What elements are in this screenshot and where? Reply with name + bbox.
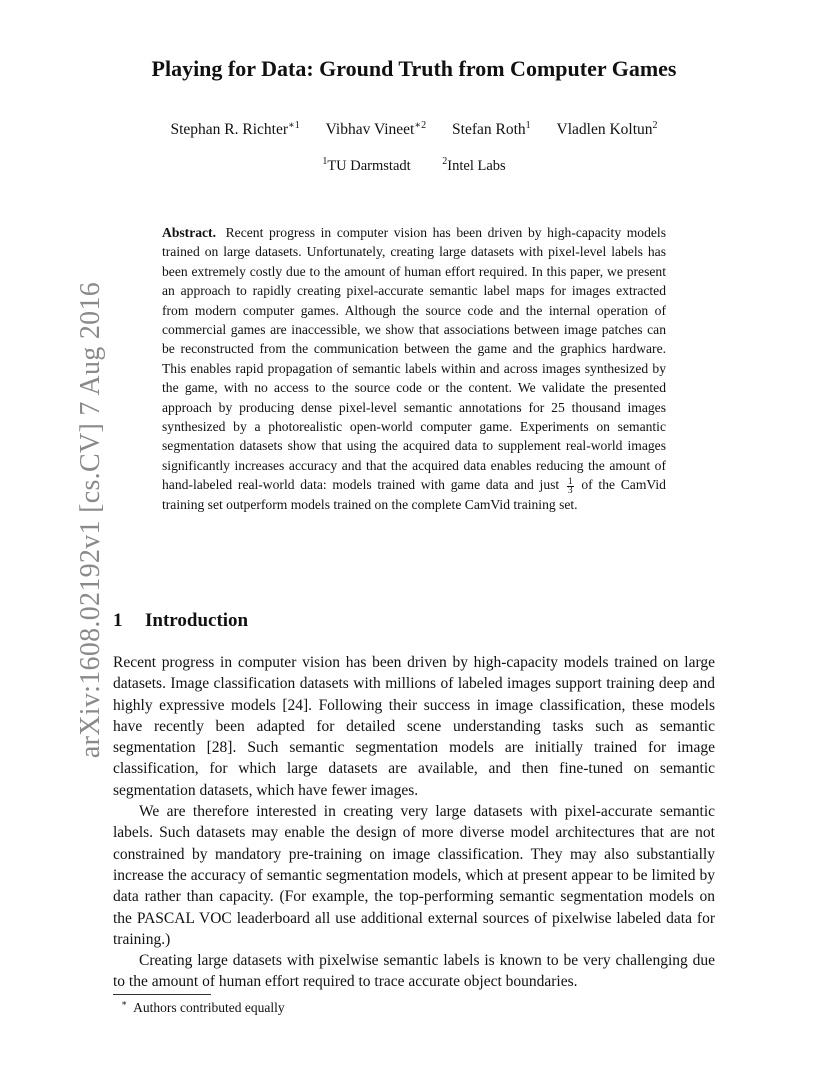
abstract-text: Recent progress in computer vision has been driven by high-capacity models trained on large datasets. Unfortunately, creating large datasets with pixel-level labels has been extremely costly due to the amount of human effort required. In this paper, we present an approach to rapidly creating pixel-accurate semantic label maps for images extracted from modern computer games. Although the source code and the internal operation of commercial games are inaccessible, we show that associations between image patches can be reconstructed from the communication between the game and the graphics hardware. This enables rapid propagation of semantic labels within and across images synthesized by the game, with no access to the source code or the content. We validate the presented approach by producing dense pixel-level semantic annotations for 25 thousand images synthesized by a photorealistic open-world computer game. Experiments on semantic segmentation datasets show that using the acquired data to supplement real-world images significantly increases accuracy and that the acquired data enables reducing the amount of hand-labeled real-world data: models trained with game data and just bbox=[162, 225, 666, 493]
abstract-text-end: of the CamVid training set outperform models trained on the complete CamVid training set. bbox=[162, 477, 666, 513]
author-list bbox=[0, 121, 828, 139]
section-title: Introduction bbox=[145, 610, 249, 631]
body-text bbox=[113, 652, 715, 993]
author bbox=[452, 121, 531, 139]
fraction bbox=[567, 478, 574, 495]
author-affiliation-mark: 1 bbox=[525, 120, 531, 131]
author-affiliation-mark: ∗1 bbox=[288, 120, 300, 131]
section-number: 1 bbox=[113, 610, 123, 631]
abstract bbox=[162, 223, 666, 515]
paragraph: Creating large datasets with pixelwise semantic labels is known to be very challenging due to the amount of human effort required to trace accurate object boundaries. bbox=[113, 952, 715, 991]
affiliation bbox=[322, 158, 410, 175]
affiliation-list bbox=[0, 158, 828, 175]
footnote bbox=[113, 1000, 285, 1016]
affiliation-mark: 1 bbox=[322, 156, 328, 167]
footnote-text: Authors contributed equally bbox=[133, 1000, 285, 1015]
paragraph: Recent progress in computer vision has been driven by high-capacity models trained on large datasets. Image classification datasets with millions of labeled images support training deep and highly expressive models [24]. Following their success in image classification, these models have recently been adapted for detailed scene understanding tasks such as semantic segmentation [28]. Such semantic segmentation models are initially trained for image classification, for which large datasets are available, and then fine-tuned on semantic segmentation datasets, which have fewer images. bbox=[113, 654, 715, 799]
arxiv-identifier: arXiv:1608.02192v1 [cs.CV] 7 Aug 2016 bbox=[75, 281, 106, 759]
author bbox=[326, 121, 426, 139]
paper-title: Playing for Data: Ground Truth from Computer Games bbox=[151, 56, 677, 81]
footnote-mark: ∗ bbox=[121, 998, 128, 1008]
author-name: Vladlen Koltun bbox=[556, 121, 653, 138]
footnote-rule bbox=[113, 994, 211, 995]
author bbox=[557, 121, 658, 139]
arxiv-sidebar bbox=[70, 281, 112, 759]
paragraph: We are therefore interested in creating very large datasets with pixel-accurate semantic labels. Such datasets may enable the design of more diverse model architectures that are not constrained by mandatory pre-training on image classification. They may also substantially increase the accuracy of semantic segmentation models, which at present appear to be limited by data rather than capacity. (For example, the top-performing semantic segmentation models on the PASCAL VOC leaderboard all use additional external sources of pixelwise labeled data for training.) bbox=[113, 803, 715, 948]
author bbox=[170, 121, 299, 139]
affiliation-name: Intel Labs bbox=[447, 158, 506, 174]
author-name: Stefan Roth bbox=[452, 121, 526, 138]
abstract-label: Abstract. bbox=[162, 225, 216, 240]
affiliation-mark: 2 bbox=[442, 156, 448, 167]
fraction-numerator: 1 bbox=[567, 477, 573, 488]
author-affiliation-mark: 2 bbox=[652, 120, 658, 131]
author-affiliation-mark: ∗2 bbox=[414, 120, 427, 131]
fraction-denominator: 3 bbox=[567, 486, 573, 497]
affiliation bbox=[442, 158, 505, 175]
affiliation-name: TU Darmstadt bbox=[327, 158, 411, 174]
author-name: Stephan R. Richter bbox=[170, 121, 288, 138]
section-heading bbox=[113, 610, 248, 632]
author-name: Vibhav Vineet bbox=[325, 121, 415, 138]
